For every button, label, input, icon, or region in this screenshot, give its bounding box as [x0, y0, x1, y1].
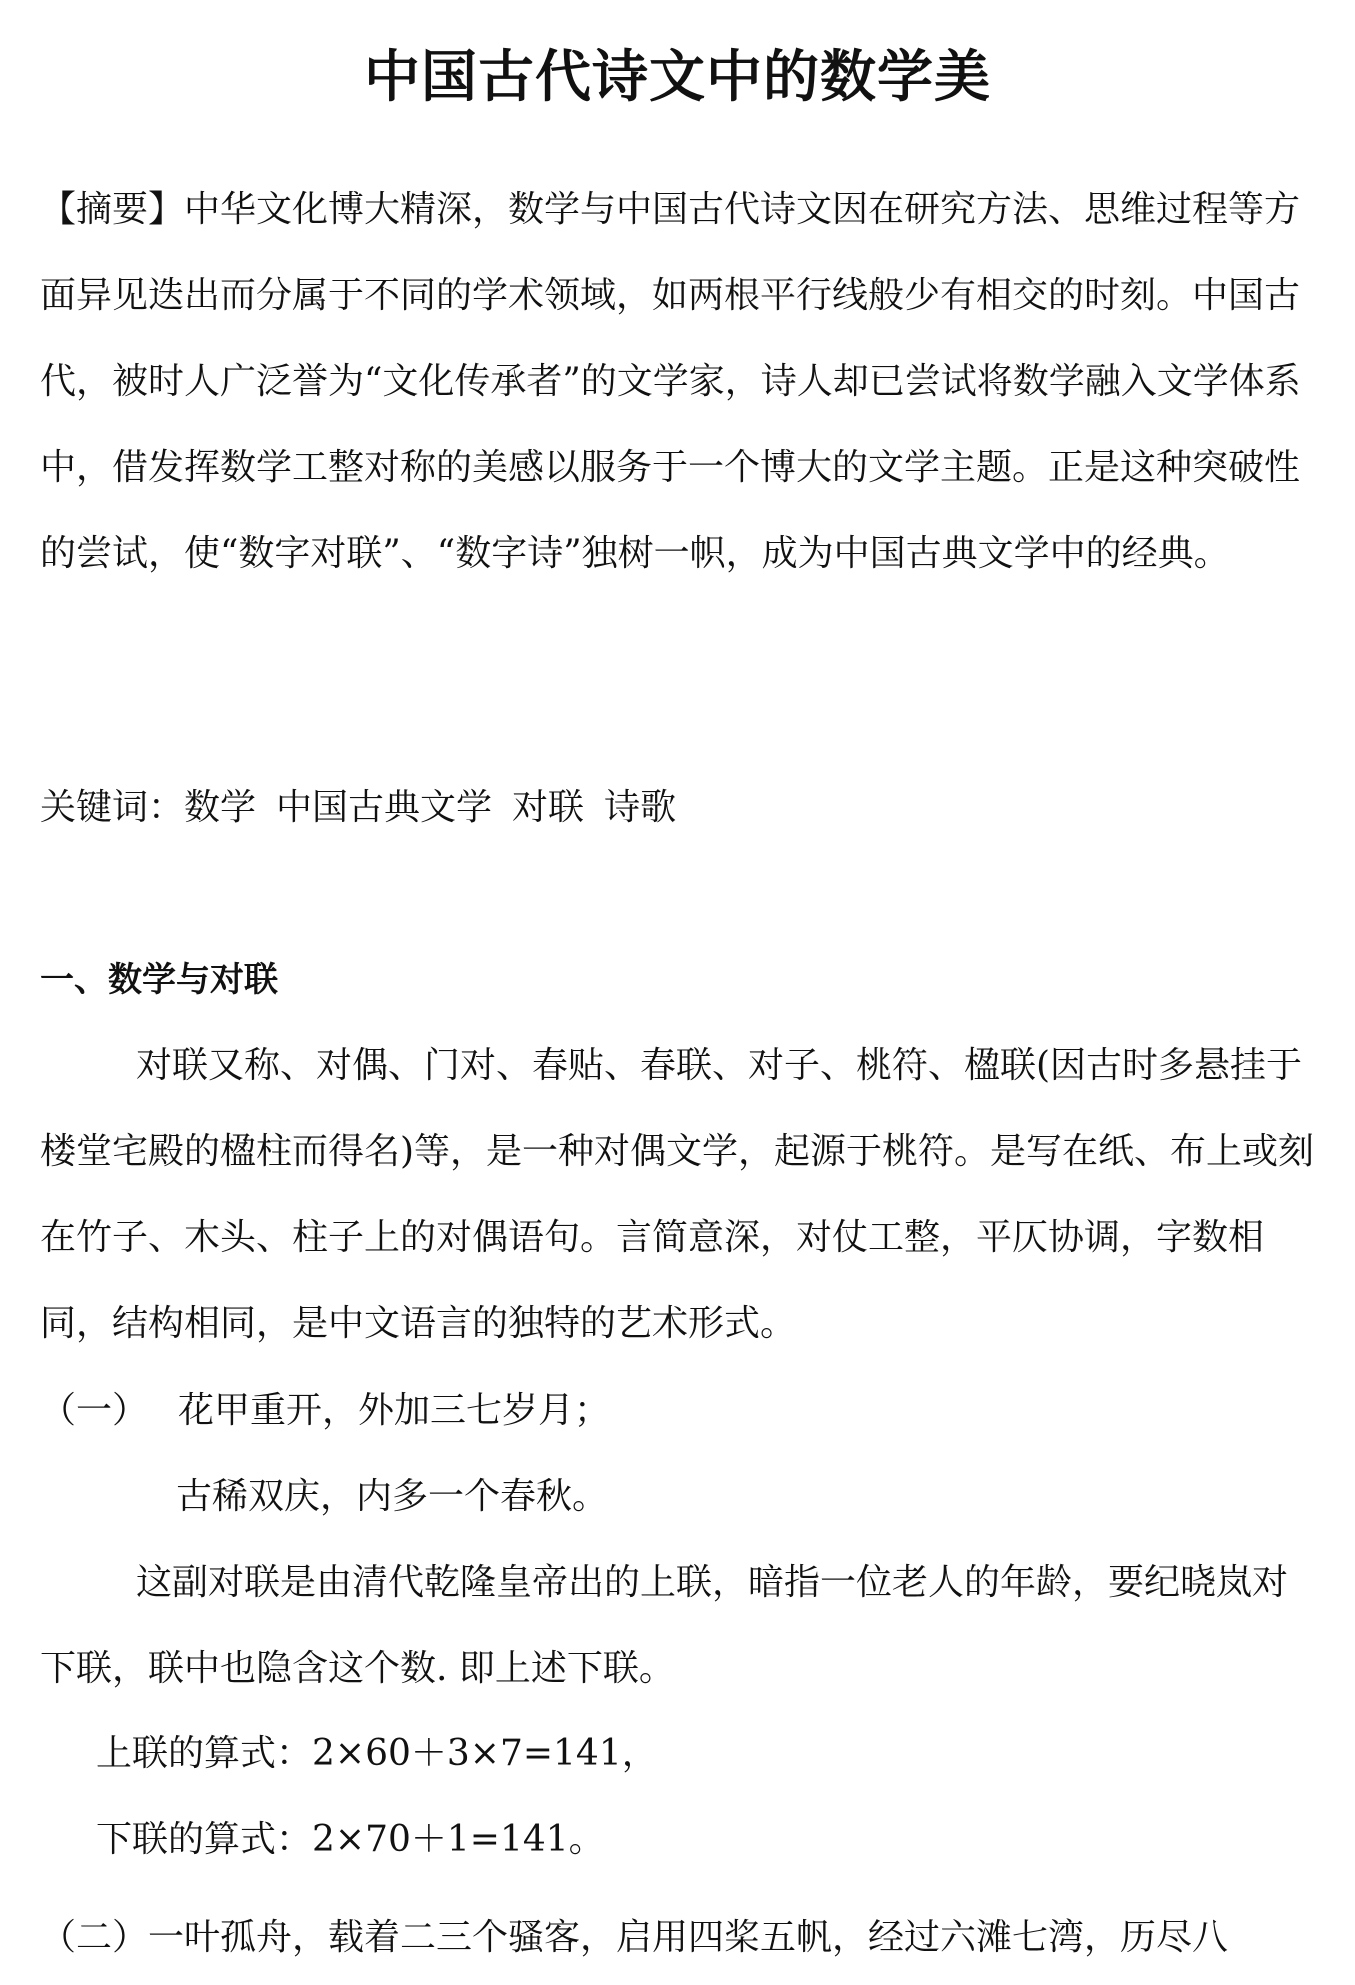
- keywords-label: 关键词：: [40, 787, 185, 828]
- section-heading: 一、数学与对联: [40, 960, 278, 1000]
- formula-lower: 下联的算式：2×70＋1=141。: [96, 1819, 605, 1860]
- formula-upper: 上联的算式：2×60＋3×7=141，: [96, 1733, 658, 1774]
- keyword-item: 对联: [512, 787, 585, 828]
- couplet-explanation-paragraph: 这副对联是由清代乾隆皇帝出的上联，暗指一位老人的年龄，要纪晓岚对下联，联中也隐含这个数. 即上述下联。: [40, 1562, 1289, 1689]
- keywords-line: [40, 765, 1320, 851]
- keyword-item: 中国古典文学: [276, 787, 493, 828]
- couplet-intro-paragraph: 对联又称、对偶、门对、春贴、春联、对子、桃符、楹联(因古时多悬挂于楼堂宅殿的楹柱而得名)等，是一种对偶文学，起源于桃符。是写在纸、布上或刻在竹子、木头、柱子上的对偶语句。言简意深，对仗工整，平仄协调，字数相同，结构相同，是中文语言的独特的艺术形式。: [40, 1045, 1315, 1344]
- keyword-item: 诗歌: [604, 787, 677, 828]
- keyword-item: 数学: [184, 787, 257, 828]
- abstract-paragraph: 【摘要】中华文化博大精深，数学与中国古代诗文因在研究方法、思维过程等方面异见迭出而分属于不同的学术领域，如两根平行线般少有相交的时刻。中国古代，被时人广泛誉为“文化传承者”的文学家，诗人却已尝试将数学融入文学体系中，借发挥数学工整对称的美感以服务于一个博大的文学主题。正是这种突破性的尝试，使“数字对联”、“数字诗”独树一帜，成为中国古典文学中的经典。: [40, 189, 1301, 574]
- page-title: 中国古代诗文中的数学美: [364, 45, 991, 110]
- example-one-first-line: [40, 1368, 610, 1454]
- example-two-start: （二）一叶孤舟，载着二三个骚客，启用四桨五帆，经过六滩七湾，历尽八: [40, 1917, 1229, 1958]
- couplet-lower-line: 古稀双庆，内多一个春秋。: [176, 1476, 609, 1517]
- couplet-upper-line: 花甲重开，外加三七岁月；: [178, 1390, 611, 1431]
- example-marker: （一）: [40, 1390, 149, 1431]
